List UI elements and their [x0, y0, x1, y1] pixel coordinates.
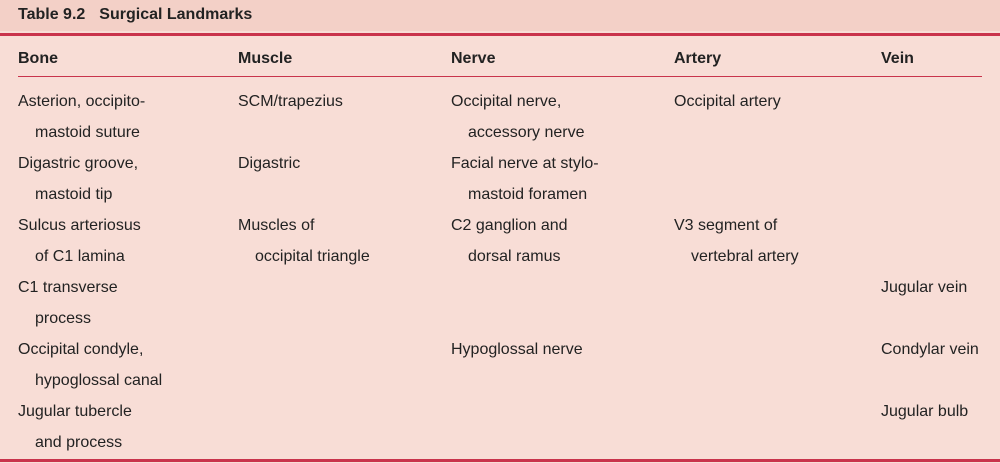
header-muscle: Muscle	[238, 50, 293, 67]
cell-line: Muscles of	[238, 217, 315, 234]
caption-bar	[0, 0, 1000, 31]
table-cell-vein	[881, 272, 967, 303]
cell-line: Occipital condyle,	[18, 341, 144, 358]
cell-line: V3 segment of	[674, 217, 778, 234]
cell-line: of C1 lamina	[35, 248, 125, 265]
cell-line: and process	[35, 434, 123, 451]
bottom-rule	[0, 459, 1000, 462]
cell-line: SCM/trapezius	[238, 93, 343, 110]
header-vein: Vein	[881, 50, 914, 67]
cell-line: Facial nerve at stylo-	[451, 155, 599, 172]
table-cell-nerve	[451, 86, 585, 148]
cell-line: vertebral artery	[691, 248, 799, 265]
header-nerve: Nerve	[451, 50, 496, 67]
table-cell-vein	[881, 396, 968, 427]
table-cell-muscle	[238, 210, 370, 272]
cell-line: mastoid foramen	[468, 186, 588, 203]
table-cell-vein	[881, 334, 979, 365]
header-rule	[18, 76, 982, 77]
table-cell-artery	[674, 210, 799, 272]
cell-line: Hypoglossal nerve	[451, 341, 583, 358]
table-cell-bone	[18, 148, 138, 210]
cell-line: Occipital artery	[674, 93, 781, 110]
cell-line: Digastric	[238, 155, 301, 172]
table-cell-muscle	[238, 148, 300, 179]
cell-line: occipital triangle	[255, 248, 370, 265]
table-cell-bone	[18, 210, 141, 272]
table-cell-bone	[18, 334, 162, 396]
table-title: Surgical Landmarks	[99, 6, 253, 23]
table-cell-muscle	[238, 86, 343, 117]
header-artery: Artery	[674, 50, 722, 67]
table-cell-bone	[18, 396, 132, 458]
cell-line: accessory nerve	[468, 124, 585, 141]
cell-line: Jugular bulb	[881, 403, 969, 420]
cell-line: Asterion, occipito-	[18, 93, 146, 110]
cell-line: Jugular tubercle	[18, 403, 132, 420]
cell-line: C2 ganglion and	[451, 217, 568, 234]
cell-line: Occipital nerve,	[451, 93, 562, 110]
table-cell-bone	[18, 86, 145, 148]
table-cell-nerve	[451, 334, 583, 365]
cell-line: dorsal ramus	[468, 248, 561, 265]
table-cell-nerve	[451, 148, 599, 210]
table-cell-artery	[674, 86, 781, 117]
top-rule	[0, 33, 1000, 36]
cell-line: mastoid tip	[35, 186, 113, 203]
cell-line: Condylar vein	[881, 341, 979, 358]
cell-line: Digastric groove,	[18, 155, 139, 172]
cell-line: Sulcus arteriosus	[18, 217, 141, 234]
cell-line: hypoglossal canal	[35, 372, 163, 389]
table-cell-nerve	[451, 210, 568, 272]
cell-line: process	[35, 310, 92, 327]
header-bone: Bone	[18, 50, 58, 67]
table-number: Table 9.2	[18, 6, 86, 23]
table-cell-bone	[18, 272, 118, 334]
cell-line: mastoid suture	[35, 124, 140, 141]
cell-line: Jugular vein	[881, 279, 968, 296]
cell-line: C1 transverse	[18, 279, 118, 296]
table-caption	[18, 6, 252, 24]
